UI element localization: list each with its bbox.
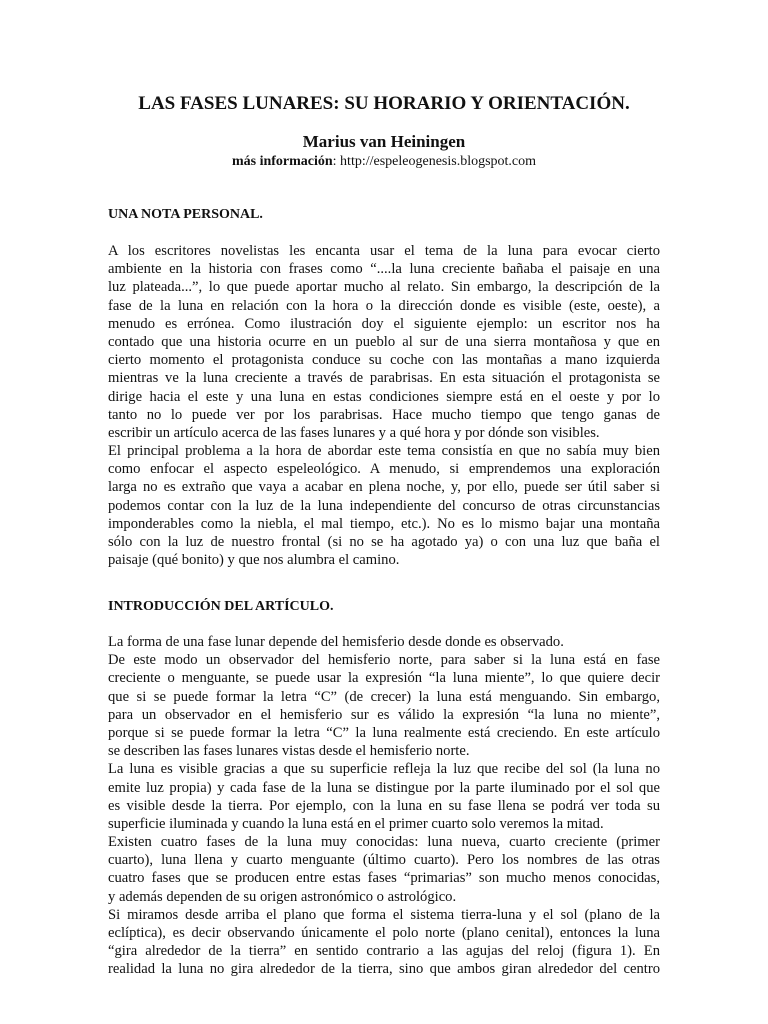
paragraph-line: menudo es errónea. Como ilustración doy el siguiente ejemplo: un escritor nos ha [108,315,660,332]
paragraph-line: creciente o menguante, se puede usar la expresión “la luna miente”, lo que quiere decir [108,670,660,687]
paragraph-line: tanto no lo puede ver por los parabrisas. Hace mucho tiempo que tengo ganas de [108,406,660,423]
paragraph-line: superficie iluminada y cuando la luna está en el primer cuarto solo veremos la mitad. [108,815,604,832]
paragraph-line: contado que una historia ocurre en un pueblo al sur de una sierra montañosa y que en [108,333,660,350]
paragraph-line: podemos contar con la luz de la luna independiente del concurso de otras circunstancias [108,497,660,514]
section-body-introduction [108,633,660,979]
paragraph-line: para un observador en el hemisferio sur es válido la expresión “la luna no miente”, [108,706,660,723]
paragraph-line: “gira alrededor de la tierra” en sentido contrario a las agujas del reloj (figura 1). En [108,943,660,960]
section-heading-introduction: INTRODUCCIÓN DEL ARTÍCULO. [108,599,334,614]
paragraph-line: se describen las fases lunares vistas desde el hemisferio norte. [108,743,470,760]
paragraph-line: emite luz propia) y cada fase de la luna se distingue por la parte iluminado por el sol que [108,779,660,796]
paragraph-line: imponderables como la niebla, el mal tiempo, etc.). No es lo mismo bajar una montaña [108,515,660,532]
paragraph-line: A los escritores novelistas les encanta usar el tema de la luna para evocar cierto [108,243,660,259]
paragraph-line: realidad la luna no gira alrededor de la tierra, sino que ambos giran alrededor del centro [108,961,660,978]
paragraph-line: eclíptica), es decir observando únicamente el polo norte (plano cenital), entonces la luna [108,925,660,941]
document-title: LAS FASES LUNARES: SU HORARIO Y ORIENTACIÓN. [138,93,630,114]
paragraph-line: cuarto), luna llena y cuarto menguante (último cuarto). Pero los nombres de las otras [108,852,660,869]
more-info-label: más información [231,154,333,169]
section-body-personal-note [108,242,660,569]
paragraph-line: que si se puede formar la letra “C” (de crecer) la luna está menguando. Sin embargo, [108,688,660,705]
paragraph-line: fase de la luna en relación con la hora o la dirección donde es visible (este, oeste), a [108,297,660,314]
paragraph-line: De este modo un observador del hemisferio norte, para saber si la luna está en fase [108,652,660,669]
paragraph-line: Si miramos desde arriba el plano que forma el sistema tierra-luna y el sol (plano de la [108,906,660,923]
paragraph-line: porque si se puede formar la letra “C” la luna realmente está creciendo. En este artículo [108,724,660,741]
paragraph-line: luz plateada...”, lo que puede aportar mucho al relato. Sin embargo, la descripción de la [108,279,660,296]
paragraph-line: cierto momento el protagonista conduce su coche con las montañas a mano izquierda [108,352,660,369]
paragraph-line: escribir un artículo acerca de las fases lunares y a qué hora y por dónde son visibles. [108,424,600,441]
paragraph-line: paisaje (qué bonito) y que nos alumbra el camino. [108,552,400,569]
section-heading-personal-note: UNA NOTA PERSONAL. [108,207,263,222]
paragraph-line: sólo con la luz de nuestro frontal (si no se ha agotado ya) o con una luz que baña el [108,534,660,550]
more-info-url: : http://espeleogenesis.blogspot.com [332,154,537,169]
more-info-line [0,153,768,171]
paragraph-line: larga no es extraño que vaya a acabar en plena noche, y, por ello, puede ser útil saber si [108,479,660,496]
paragraph-line: ambiente en la historia con frases como “....la luna creciente bañaba el paisaje en una [108,261,660,278]
paragraph-line: cuatro fases que se producen entre estas fases “primarias” son mucho menos conocidas, [108,870,660,887]
paragraph-line: Existen cuatro fases de la luna muy conocidas: luna nueva, cuarto creciente (primer [108,834,660,851]
author-name: Marius van Heiningen [302,132,466,151]
paragraph-line: La forma de una fase lunar depende del hemisferio desde donde es observado. [108,634,564,650]
paragraph-line: mientras ve la luna creciente a través de parabrisas. En esta situación el protagonista se [108,370,660,387]
paragraph-line: y además dependen de su origen astronómico o astrológico. [108,888,457,905]
paragraph-line: El principal problema a la hora de abordar este tema consistía en que no sabía muy bien [108,443,660,460]
paragraph-line: dirige hacia el este y una luna en estas condiciones siempre está en el oeste y por lo [108,388,660,405]
paragraph-line: es visible desde la tierra. Por ejemplo, con la luna en su fase llena se podrá ver toda su [108,797,660,814]
paragraph-line: como enfocar el aspecto espeleológico. A menudo, si emprendemos una exploración [108,461,660,478]
paragraph-line: La luna es visible gracias a que su superficie refleja la luz que recibe del sol (la luna no [108,761,660,778]
